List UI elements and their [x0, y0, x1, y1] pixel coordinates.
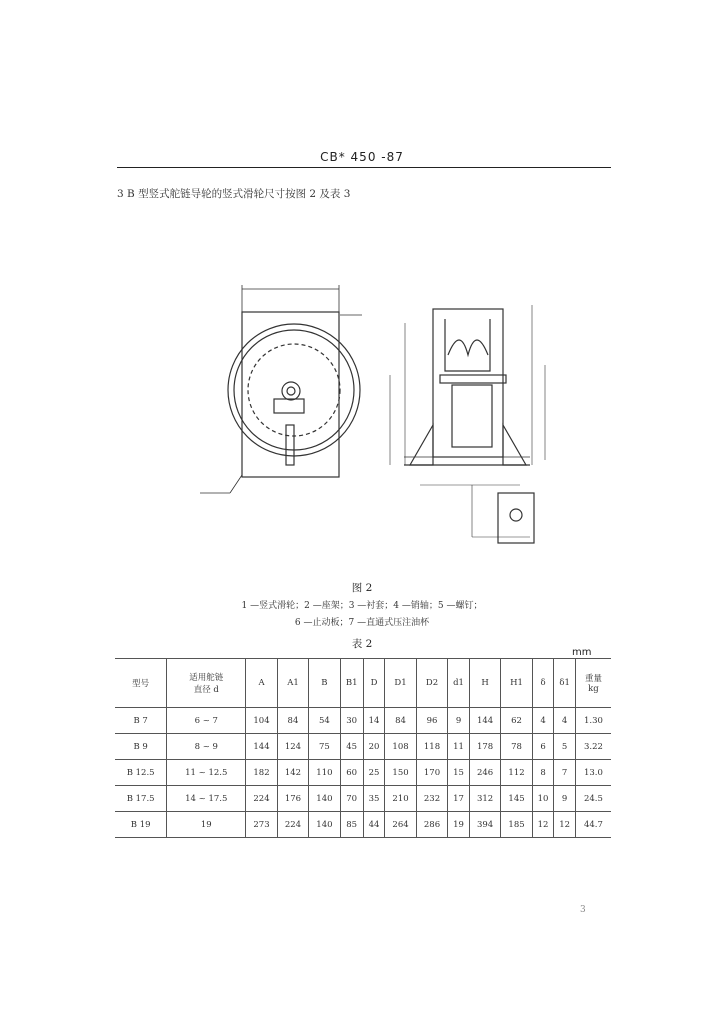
page-number: 3 [580, 905, 586, 915]
table-cell: B 19 [115, 812, 167, 838]
table-cell: 286 [416, 812, 447, 838]
table-cell: 140 [309, 812, 340, 838]
table-cell: 9 [554, 786, 576, 812]
table-cell: 12 [532, 812, 554, 838]
table-cell: 150 [385, 760, 416, 786]
table-cell: 246 [469, 760, 500, 786]
table-cell: 85 [340, 812, 363, 838]
hub-bore [287, 387, 295, 395]
table-cell: 14 [363, 708, 385, 734]
sheave-body [452, 385, 492, 447]
table-row [115, 812, 611, 838]
col-header: δ1 [554, 659, 576, 708]
table-cell: 118 [416, 734, 447, 760]
base-webs [410, 425, 526, 465]
col-header: d1 [448, 659, 470, 708]
table-cell: 110 [309, 760, 340, 786]
col-header: D2 [416, 659, 447, 708]
table-cell: 3.22 [575, 734, 611, 760]
table-cell: 170 [416, 760, 447, 786]
table-cell: 44.7 [575, 812, 611, 838]
table-cell: 6 ~ 7 [167, 708, 246, 734]
spec-table [115, 658, 611, 838]
table-cell: 60 [340, 760, 363, 786]
header-rule [117, 167, 611, 168]
col-header: B1 [340, 659, 363, 708]
technical-drawing [190, 275, 580, 575]
table-cell: B 9 [115, 734, 167, 760]
table-cell: 144 [246, 734, 277, 760]
figure-legend-line2: 6 —止动板；7 —直通式压注油杯 [294, 618, 430, 628]
col-header: δ [532, 659, 554, 708]
table-cell: 178 [469, 734, 500, 760]
col-header: B [309, 659, 340, 708]
table-cell: 6 [532, 734, 554, 760]
table-cell: 104 [246, 708, 277, 734]
table-cell: 185 [501, 812, 532, 838]
col-header: A [246, 659, 277, 708]
table-cell: 8 [532, 760, 554, 786]
standard-code: CB* 450 -87 [320, 150, 404, 164]
table-cell: 4 [532, 708, 554, 734]
table-cell: 20 [363, 734, 385, 760]
table-cell: B 12.5 [115, 760, 167, 786]
table-cell: 35 [363, 786, 385, 812]
table-cell: 44 [363, 812, 385, 838]
detail-hole [510, 509, 522, 521]
table-cell: 11 [448, 734, 470, 760]
figure-legend-line1: 1 —竖式滑轮；2 —座架；3 —衬套；4 —销轴；5 —螺钉； [241, 601, 483, 611]
axle-pin [440, 375, 506, 383]
table-cell: 84 [277, 708, 308, 734]
table-cell: 12 [554, 812, 576, 838]
table-cell: 312 [469, 786, 500, 812]
table-row [115, 734, 611, 760]
figure-caption: 图 2 [351, 582, 373, 594]
table-cell: 62 [501, 708, 532, 734]
col-header: A1 [277, 659, 308, 708]
table-cell: 11 ~ 12.5 [167, 760, 246, 786]
table-cell: 7 [554, 760, 576, 786]
table-cell: 25 [363, 760, 385, 786]
table-cell: 78 [501, 734, 532, 760]
table-cell: 124 [277, 734, 308, 760]
table-cell: B 17.5 [115, 786, 167, 812]
table-cell: 394 [469, 812, 500, 838]
table-cell: 224 [277, 812, 308, 838]
table-cell: 176 [277, 786, 308, 812]
table-cell: 140 [309, 786, 340, 812]
col-header: D [363, 659, 385, 708]
table-cell: 8 ~ 9 [167, 734, 246, 760]
table-cell: 1.30 [575, 708, 611, 734]
table-cell: 5 [554, 734, 576, 760]
table-cell: 30 [340, 708, 363, 734]
table-cell: 144 [469, 708, 500, 734]
table-title: 表 2 [351, 638, 373, 650]
detail-block [498, 493, 534, 543]
col-header: 重量 kg [575, 659, 611, 708]
table-unit: mm [572, 647, 592, 658]
table-row [115, 786, 611, 812]
table-cell: 182 [246, 760, 277, 786]
col-header: H1 [501, 659, 532, 708]
col-header: D1 [385, 659, 416, 708]
drawing-svg [190, 275, 580, 575]
table-cell: 24.5 [575, 786, 611, 812]
table-cell: 70 [340, 786, 363, 812]
table-cell: 17 [448, 786, 470, 812]
table-cell: 96 [416, 708, 447, 734]
table-cell: 4 [554, 708, 576, 734]
table-cell: 75 [309, 734, 340, 760]
section-text: 3 B 型竖式舵链导轮的竖式滑轮尺寸按图 2 及表 3 [117, 188, 351, 200]
table-cell: 232 [416, 786, 447, 812]
base-slot [286, 425, 294, 465]
table-cell: 210 [385, 786, 416, 812]
table-header-row [115, 659, 611, 708]
table-row [115, 708, 611, 734]
table-cell: 19 [448, 812, 470, 838]
table-cell: 273 [246, 812, 277, 838]
col-header: 型号 [115, 659, 167, 708]
table-cell: B 7 [115, 708, 167, 734]
table-cell: 145 [501, 786, 532, 812]
sheave-groove [448, 340, 488, 355]
table-cell: 142 [277, 760, 308, 786]
wheel-pitch-circle [248, 344, 340, 436]
table-cell: 19 [167, 812, 246, 838]
table-cell: 15 [448, 760, 470, 786]
table-cell: 10 [532, 786, 554, 812]
hub-outer [282, 382, 300, 400]
col-header: H [469, 659, 500, 708]
table-cell: 13.0 [575, 760, 611, 786]
stop-plate [274, 399, 304, 413]
table-cell: 14 ~ 17.5 [167, 786, 246, 812]
table-cell: 84 [385, 708, 416, 734]
table-cell: 54 [309, 708, 340, 734]
table-cell: 264 [385, 812, 416, 838]
table-row [115, 760, 611, 786]
col-header: 适用舵链 直径 d [167, 659, 246, 708]
table-cell: 108 [385, 734, 416, 760]
table-cell: 9 [448, 708, 470, 734]
table-cell: 224 [246, 786, 277, 812]
table-cell: 45 [340, 734, 363, 760]
table-cell: 112 [501, 760, 532, 786]
